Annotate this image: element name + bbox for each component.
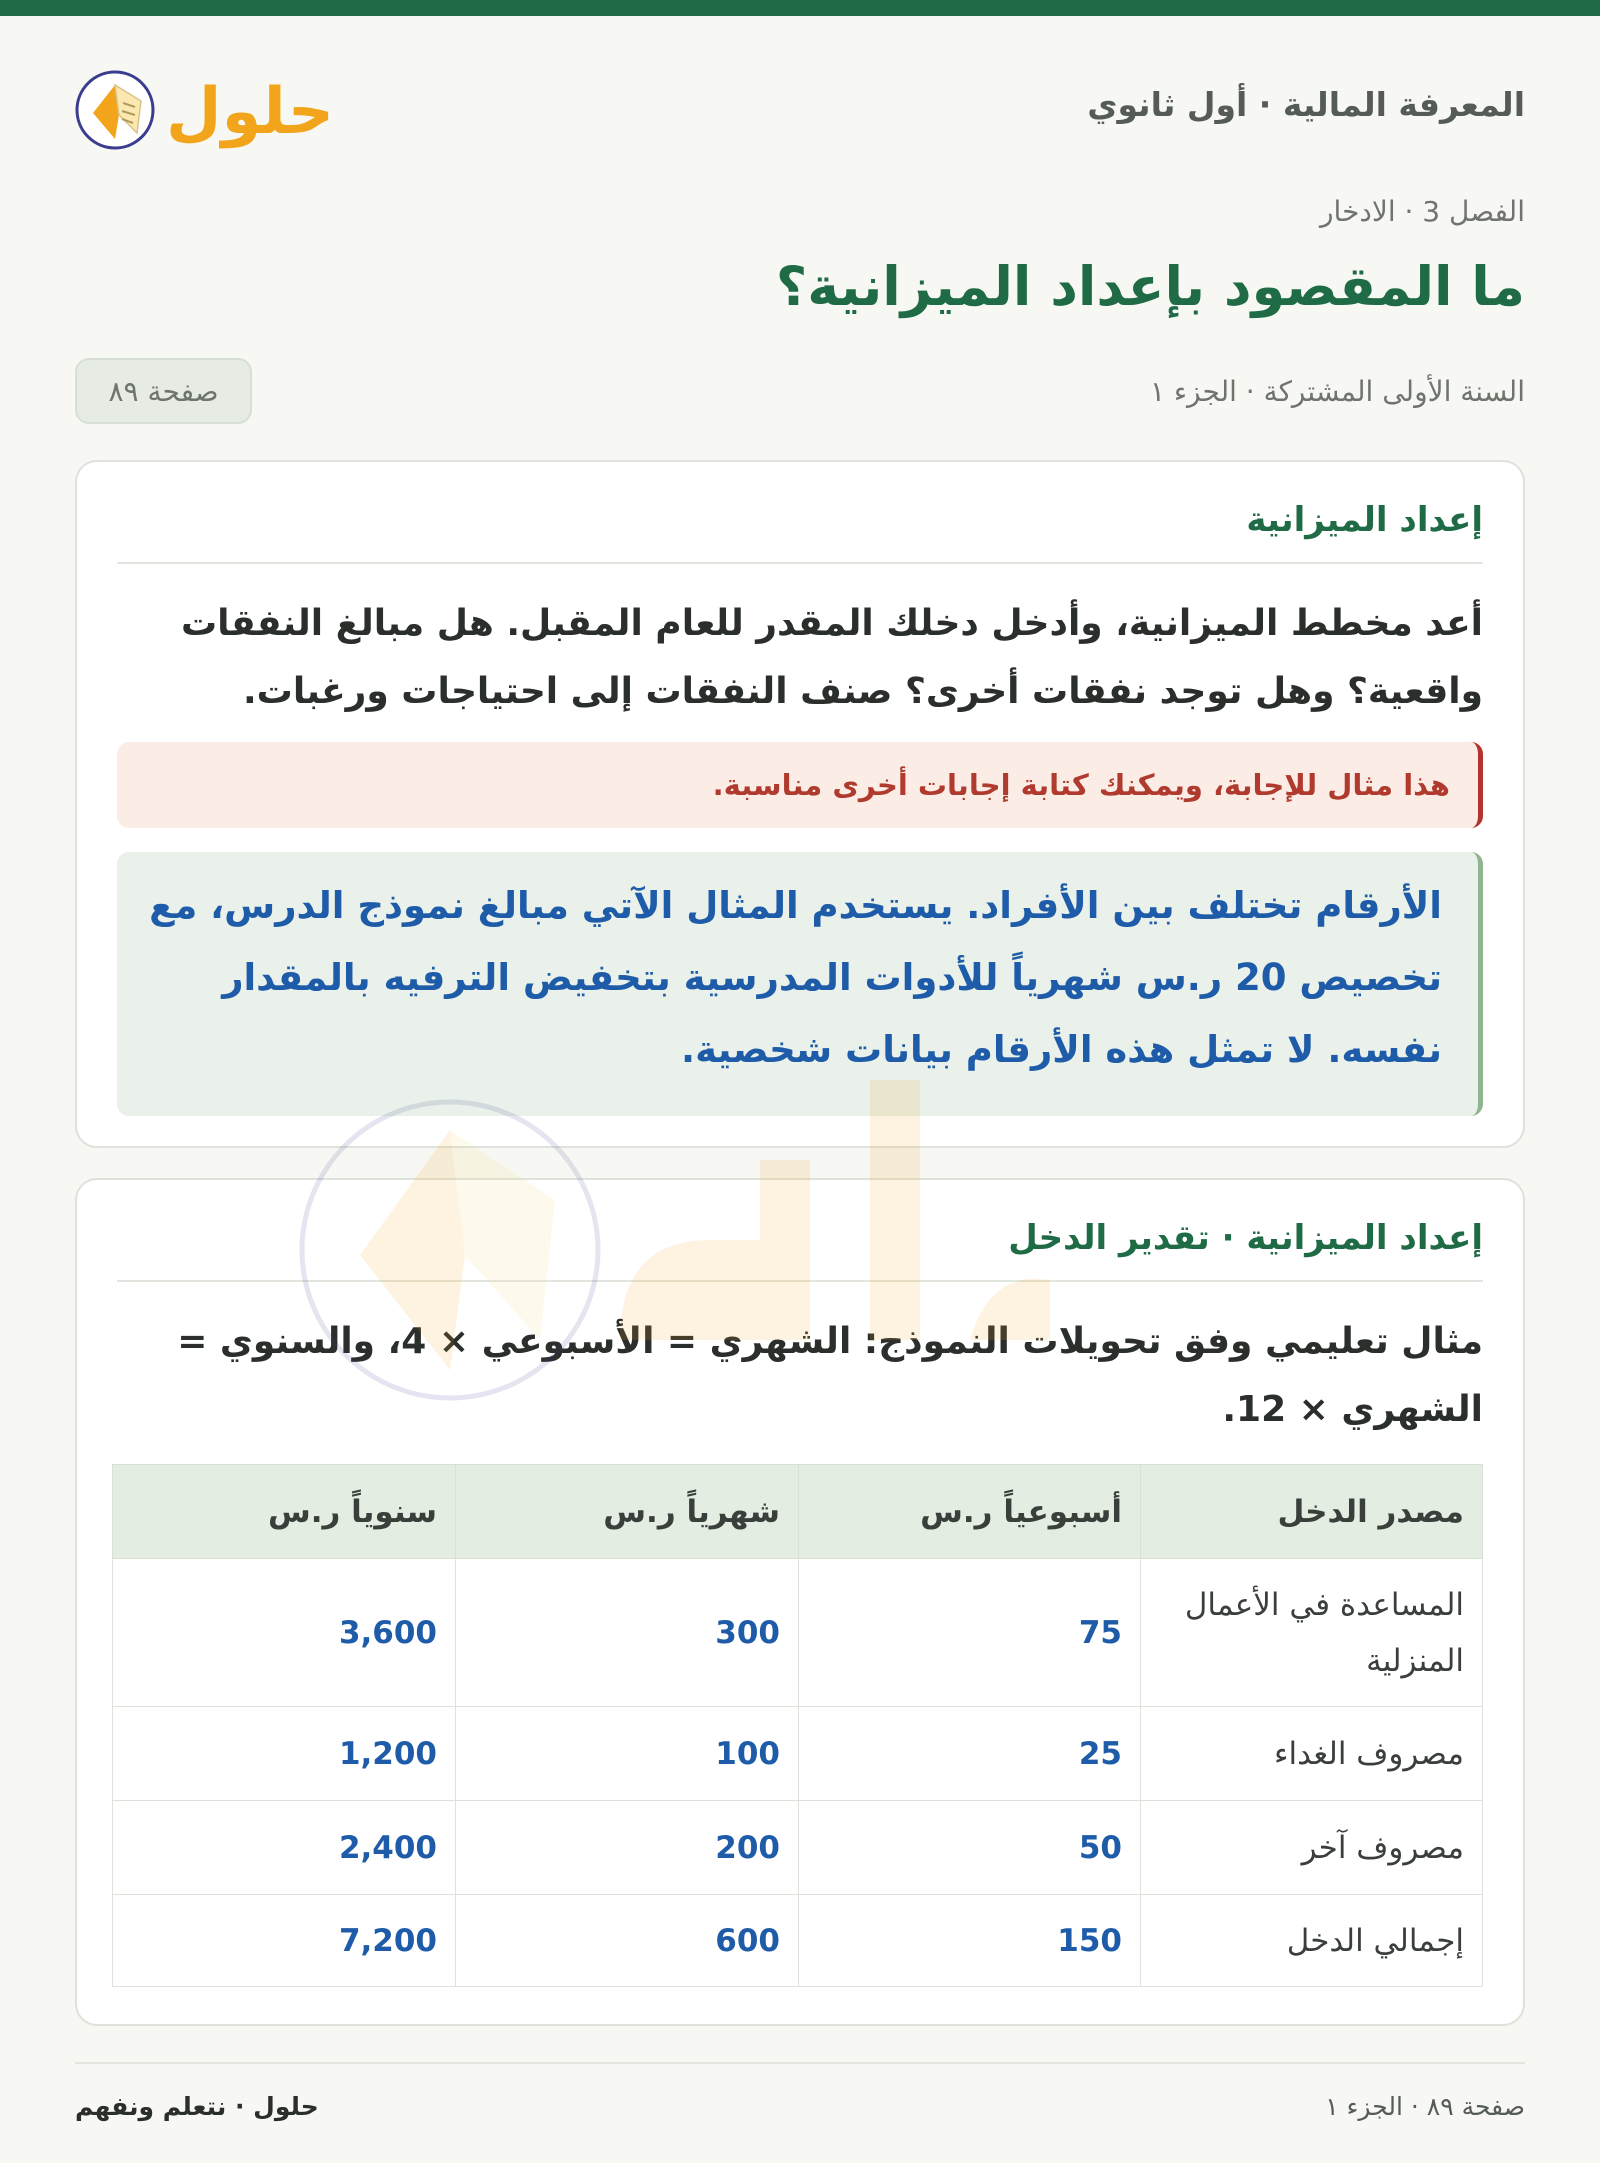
weekly-cell: 75 xyxy=(799,1559,1141,1707)
footer-divider xyxy=(75,2062,1525,2064)
weekly-cell: 50 xyxy=(799,1801,1141,1895)
card-title: إعداد الميزانية · تقدير الدخل xyxy=(117,1218,1483,1282)
budget-question-card xyxy=(75,460,1525,1148)
yearly-cell: 2,400 xyxy=(113,1801,456,1895)
logo-wordmark: حلول xyxy=(166,75,334,149)
column-header: مصدر الدخل xyxy=(1141,1465,1483,1559)
income-source-cell: إجمالي الدخل xyxy=(1141,1895,1483,1987)
question-text: أعد مخطط الميزانية، وأدخل دخلك المقدر للعام المقبل. هل مبالغ النفقات واقعية؟ وهل توجد نفقات أخرى؟ صنف النفقات إلى احتياجات ورغبات. xyxy=(181,603,1483,712)
income-table xyxy=(112,1464,1483,1987)
weekly-cell: 25 xyxy=(799,1707,1141,1801)
monthly-cell: 300 xyxy=(456,1559,799,1707)
income-source-cell: المساعدة في الأعمال المنزلية xyxy=(1141,1559,1483,1707)
page-header xyxy=(75,55,1525,155)
monthly-cell: 200 xyxy=(456,1801,799,1895)
income-source-cell: مصروف آخر xyxy=(1141,1801,1483,1895)
table-row xyxy=(113,1707,1483,1801)
column-header: شهرياً ر.س xyxy=(456,1465,799,1559)
income-source-cell: مصروف الغداء xyxy=(1141,1707,1483,1801)
table-row xyxy=(113,1559,1483,1707)
footer-slogan: حلول · نتعلم ونفهم xyxy=(75,2092,319,2121)
monthly-cell: 100 xyxy=(456,1707,799,1801)
conversion-formula: مثال تعليمي وفق تحويلات النموذج: الشهري = الأسبوعي × 4، والسنوي = الشهري × 12. xyxy=(177,1321,1483,1430)
card-title: إعداد الميزانية xyxy=(117,500,1483,564)
yearly-cell: 1,200 xyxy=(113,1707,456,1801)
answer-text: الأرقام تختلف بين الأفراد. يستخدم المثال الآتي مبالغ نموذج الدرس، مع تخصيص 20 ر.س شهرياً للأدوات المدرسية بتخفيض الترفيه بالمقدار نفسه. لا تمثل هذه الأرقام بيانات شخصية. xyxy=(117,852,1483,1116)
income-estimate-card xyxy=(75,1178,1525,2026)
table-row xyxy=(113,1801,1483,1895)
yearly-cell: 3,600 xyxy=(113,1559,456,1707)
page-number-badge: صفحة ٨٩ xyxy=(75,358,252,424)
top-accent-bar xyxy=(0,0,1600,16)
hulool-logo xyxy=(75,55,345,155)
table-header-row xyxy=(113,1465,1483,1559)
column-header: سنوياً ر.س xyxy=(113,1465,456,1559)
subject-title: المعرفة المالية · أول ثانوي xyxy=(1087,85,1525,124)
yearly-cell: 7,200 xyxy=(113,1895,456,1987)
example-answer-note: هذا مثال للإجابة، ويمكنك كتابة إجابات أخرى مناسبة. xyxy=(117,742,1483,828)
chapter-label: الفصل 3 · الادخار xyxy=(1320,195,1525,228)
weekly-cell: 150 xyxy=(799,1895,1141,1987)
footer-page-info: صفحة ٨٩ · الجزء ١ xyxy=(1325,2092,1525,2121)
lesson-meta: السنة الأولى المشتركة · الجزء ١ xyxy=(1149,375,1525,408)
monthly-cell: 600 xyxy=(456,1895,799,1987)
table-row-total xyxy=(113,1895,1483,1987)
column-header: أسبوعياً ر.س xyxy=(799,1465,1141,1559)
page-title: ما المقصود بإعداد الميزانية؟ xyxy=(775,255,1525,318)
